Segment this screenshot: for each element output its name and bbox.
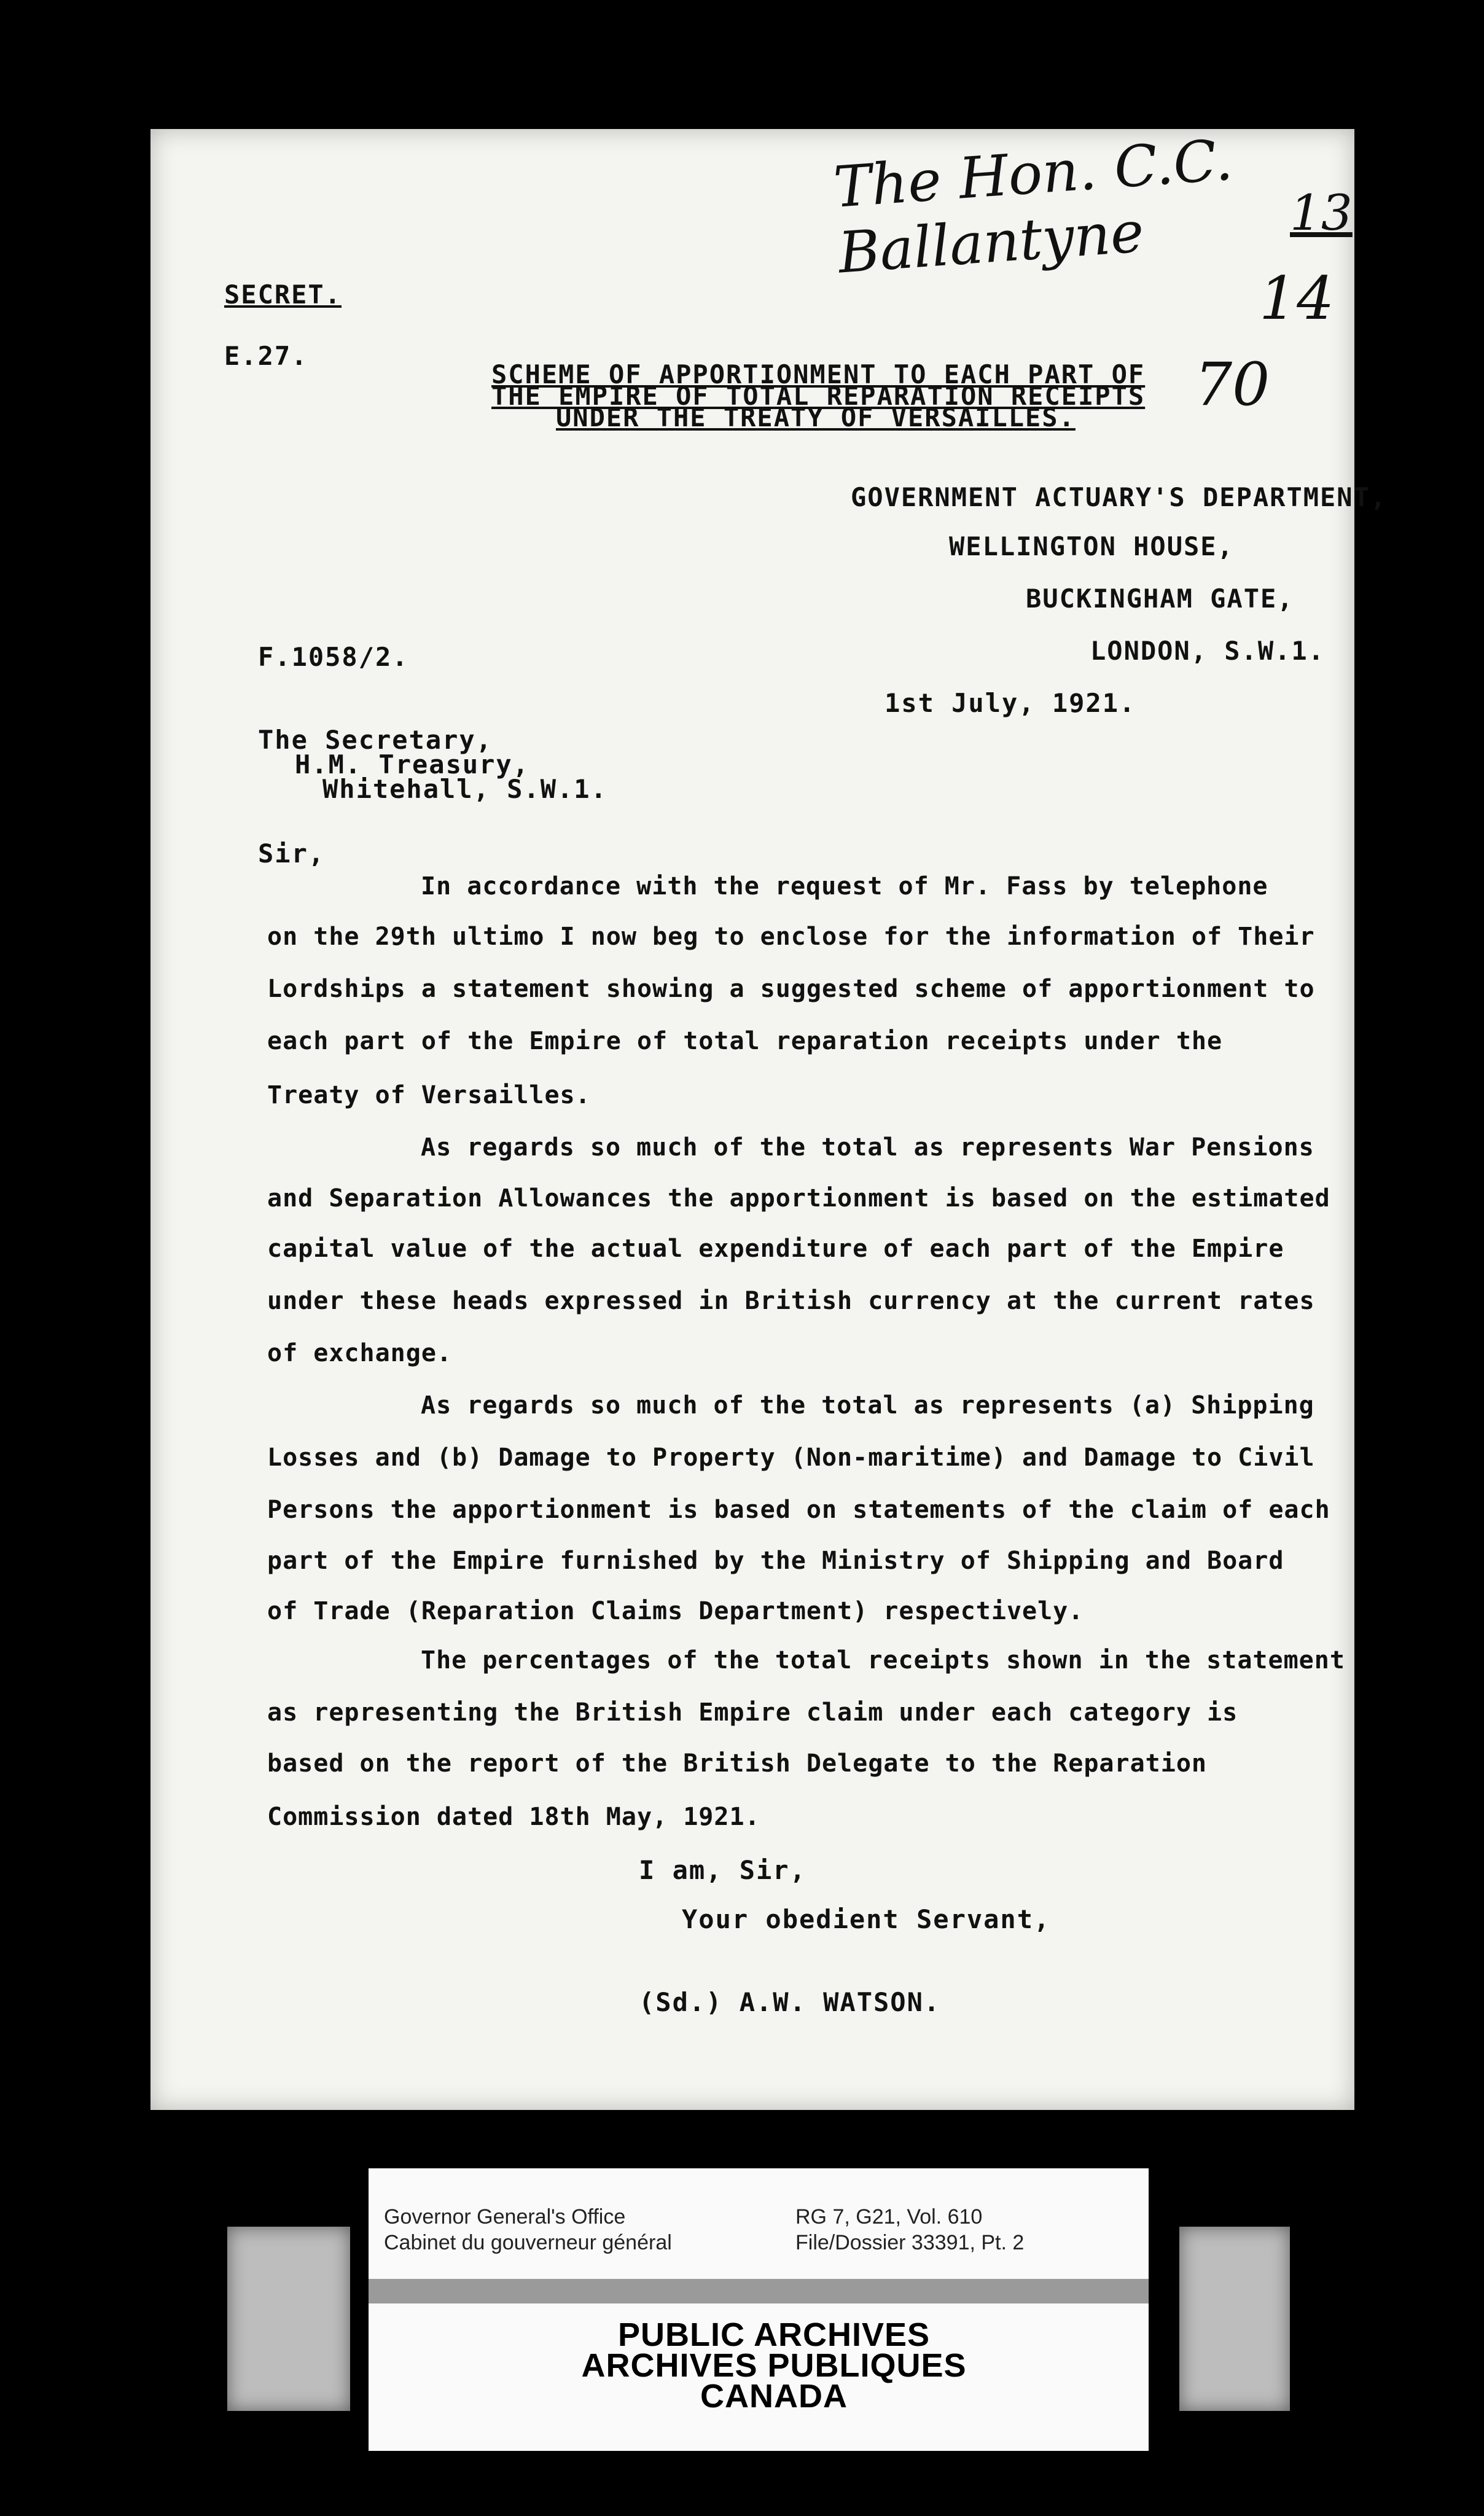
- closing-line-2: Your obedient Servant,: [682, 1904, 1051, 1934]
- reference-code: E.27.: [224, 341, 308, 371]
- record-group-ref: RG 7, G21, Vol. 610: [795, 2205, 983, 2229]
- film-tab-left: [227, 2227, 350, 2411]
- archive-stamp-line-3: CANADA: [700, 2378, 848, 2415]
- handwritten-folio-number: 14: [1259, 264, 1335, 333]
- title-line-2: THE EMPIRE OF TOTAL REPARATION RECEIPTS: [491, 381, 1146, 411]
- closing-line-1: I am, Sir,: [639, 1855, 806, 1885]
- label-divider: [369, 2279, 1149, 2303]
- office-name-fr: Cabinet du gouverneur général: [384, 2231, 672, 2254]
- body-line: Treaty of Versailles.: [267, 1081, 591, 1109]
- body-line: of exchange.: [267, 1339, 452, 1367]
- signature: (Sd.) A.W. WATSON.: [639, 1987, 941, 2017]
- letter-date: 1st July, 1921.: [885, 688, 1136, 718]
- file-dossier-ref: File/Dossier 33391, Pt. 2: [795, 2231, 1025, 2254]
- body-line: Lordships a statement showing a suggested scheme of apportionment to: [267, 975, 1315, 1003]
- title-line-1: SCHEME OF APPORTIONMENT TO EACH PART OF: [491, 359, 1146, 389]
- handwritten-name: The Hon. C.C. Ballantyne: [831, 127, 1235, 286]
- body-line: The percentages of the total receipts shown in the statement: [421, 1646, 1345, 1674]
- body-line: and Separation Allowances the apportionment is based on the estimated: [267, 1184, 1330, 1213]
- sender-line-4: LONDON, S.W.1.: [1090, 636, 1326, 666]
- salutation: Sir,: [258, 838, 326, 869]
- body-line: as representing the British Empire claim under each category is: [267, 1698, 1238, 1727]
- body-line: under these heads expressed in British currency at the current rates: [267, 1287, 1315, 1315]
- body-line: capital value of the actual expenditure of each part of the Empire: [267, 1235, 1284, 1263]
- archive-stamp-line-1: PUBLIC ARCHIVES: [617, 2316, 931, 2353]
- sender-line-3: BUCKINGHAM GATE,: [1026, 584, 1294, 614]
- body-line: As regards so much of the total as represents War Pensions: [421, 1133, 1314, 1162]
- body-line: of Trade (Reparation Claims Department) respectively.: [267, 1597, 1084, 1625]
- title-line-3: UNDER THE TREATY OF VERSAILLES.: [556, 402, 1076, 432]
- sender-line-1: GOVERNMENT ACTUARY'S DEPARTMENT,: [851, 482, 1388, 512]
- recipient-line-3: Whitehall, S.W.1.: [322, 774, 607, 804]
- handwritten-file-number: 70: [1195, 350, 1270, 419]
- recipient-line-2: H.M. Treasury,: [295, 749, 530, 779]
- body-line: In accordance with the request of Mr. Fass by telephone: [421, 872, 1268, 901]
- body-line: Losses and (b) Damage to Property (Non-maritime) and Damage to Civil: [267, 1444, 1315, 1472]
- sender-line-2: WELLINGTON HOUSE,: [949, 531, 1234, 561]
- file-reference: F.1058/2.: [258, 642, 409, 672]
- body-line: each part of the Empire of total reparation receipts under the: [267, 1027, 1223, 1055]
- film-tab-right: [1179, 2227, 1290, 2411]
- body-line: Commission dated 18th May, 1921.: [267, 1803, 760, 1831]
- archive-stamp-line-2: ARCHIVES PUBLIQUES: [581, 2347, 967, 2384]
- body-line: on the 29th ultimo I now beg to enclose for the information of Their: [267, 923, 1315, 951]
- body-line: part of the Empire furnished by the Ministry of Shipping and Board: [267, 1547, 1284, 1575]
- recipient-line-1: The Secretary,: [258, 725, 493, 755]
- body-line: As regards so much of the total as represents (a) Shipping: [421, 1391, 1314, 1420]
- body-line: Persons the apportionment is based on statements of the claim of each: [267, 1496, 1330, 1524]
- body-line: based on the report of the British Delegate to the Reparation: [267, 1749, 1208, 1778]
- handwritten-page-number: 13: [1290, 184, 1353, 241]
- office-name-en: Governor General's Office: [384, 2205, 626, 2229]
- classification-label: SECRET.: [224, 279, 342, 310]
